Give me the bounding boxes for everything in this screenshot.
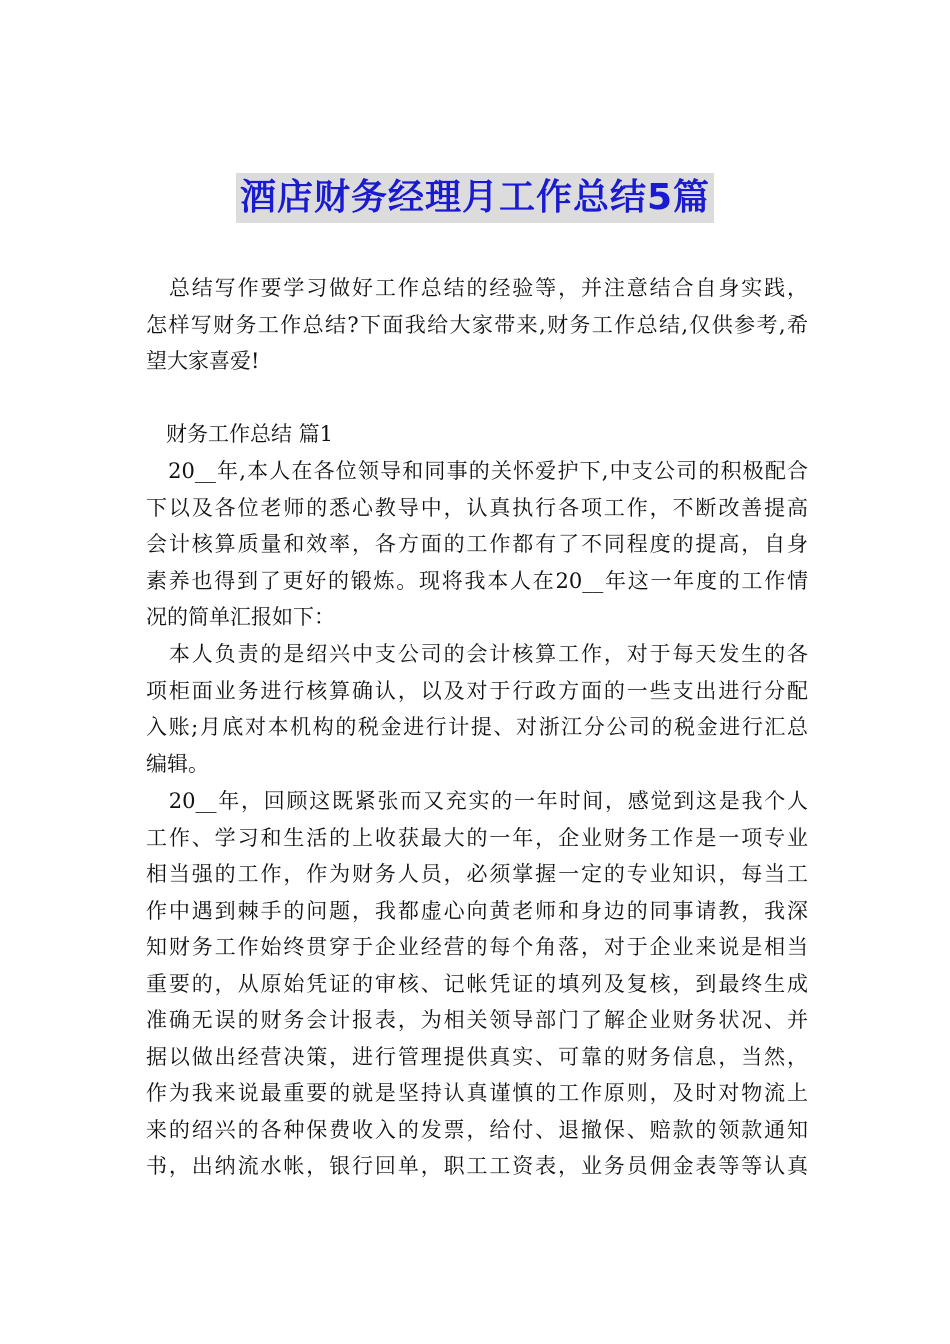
text-line: 怎样写财务工作总结?下面我给大家带来,财务工作总结,仅供参考,希 <box>146 312 808 337</box>
document-title <box>0 173 950 223</box>
text-line: 重要的，从原始凭证的审核、记帐凭证的填列及复核，到最终生成 <box>146 971 808 996</box>
text-line: 会计核算质量和效率，各方面的工作都有了不同程度的提高，自身 <box>146 532 808 556</box>
paragraph-1 <box>146 453 808 636</box>
text-line: 准确无误的财务会计报表，为相关领导部门了解企业财务状况、并 <box>146 1008 808 1032</box>
text-line: 况的简单汇报如下： <box>146 605 335 629</box>
text-line: 据以做出经营决策，进行管理提供真实、可靠的财务信息，当然， <box>146 1044 808 1069</box>
text-line: 知财务工作始终贯穿于企业经营的每个角落，对于企业来说是相当 <box>146 935 808 959</box>
text-line: 相当强的工作，作为财务人员，必须掌握一定的专业知识，每当工 <box>146 862 808 886</box>
text-line: 望大家喜爱! <box>146 349 260 373</box>
intro-paragraph <box>146 270 808 380</box>
text-line: 项柜面业务进行核算确认，以及对于行政方面的一些支出进行分配 <box>146 678 808 703</box>
text-line: 来的绍兴的各种保费收入的发票，给付、退撤保、赔款的领款通知 <box>146 1117 808 1142</box>
text-line: 作中遇到棘手的问题，我都虚心向黄老师和身边的同事请教，我深 <box>146 898 808 923</box>
text-line: 入账;月底对本机构的税金进行计提、对浙江分公司的税金进行汇总 <box>146 715 808 739</box>
document-title-text: 酒店财务经理月工作总结5篇 <box>236 173 714 223</box>
text-line: 作为我来说最重要的就是坚持认真谨慎的工作原则，及时对物流上 <box>146 1081 808 1105</box>
section-heading: 财务工作总结 篇1 <box>166 422 334 446</box>
paragraph-2 <box>146 636 808 782</box>
text-line: 素养也得到了更好的锻炼。现将我本人在20__年这一年度的工作情 <box>146 568 808 593</box>
text-line: 本人负责的是绍兴中支公司的会计核算工作，对于每天发生的各 <box>146 642 808 666</box>
text-line: 编辑。 <box>146 751 209 776</box>
text-line: 20__年,本人在各位领导和同事的关怀爱护下,中支公司的积极配合 <box>146 459 808 483</box>
text-line: 20__年，回顾这既紧张而又充实的一年时间，感觉到这是我个人 <box>146 789 808 813</box>
paragraph-3 <box>146 783 808 1185</box>
text-line: 下以及各位老师的悉心教导中，认真执行各项工作，不断改善提高 <box>146 495 808 520</box>
text-line: 总结写作要学习做好工作总结的经验等，并注意结合自身实践， <box>146 276 808 300</box>
text-line: 书，出纳流水帐，银行回单，职工工资表，业务员佣金表等等认真 <box>146 1154 808 1178</box>
text-line: 工作、学习和生活的上收获最大的一年，企业财务工作是一项专业 <box>146 825 808 850</box>
